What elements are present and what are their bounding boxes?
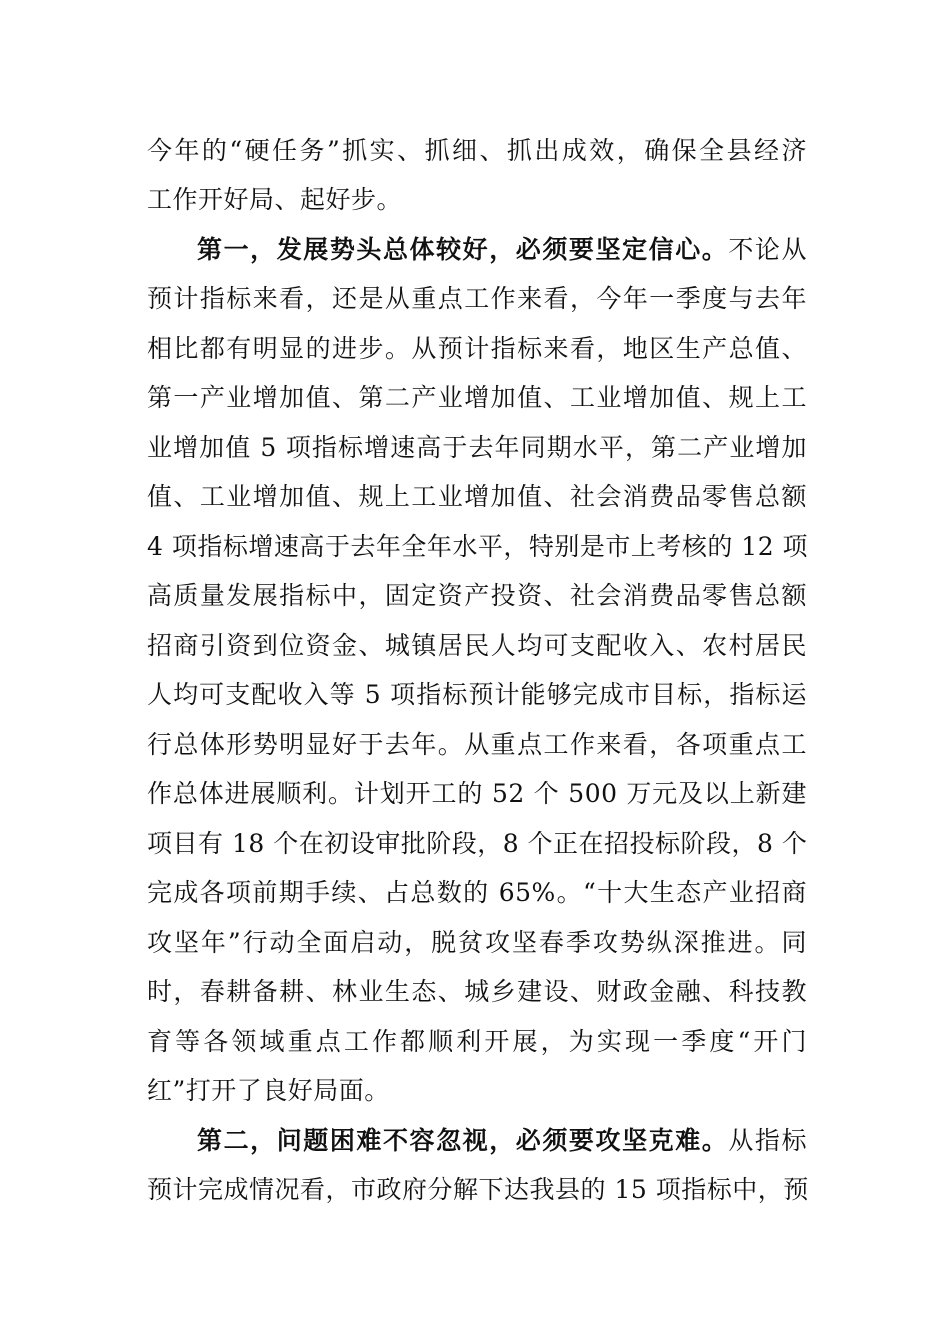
body-text-fragment: 从指标 (728, 1126, 807, 1155)
body-text-line: 预计指标来看，还是从重点工作来看，今年一季度与去年 (147, 284, 807, 313)
body-text-line: 行总体形势明显好于去年。从重点工作来看，各项重点工 (147, 730, 807, 759)
body-text-line: 预计完成情况看，市政府分解下达我县的 15 项指标中，预 (147, 1175, 809, 1204)
section-1-heading: 第一，发展势头总体较好，必须要坚定信心。 (197, 235, 729, 264)
body-text-line: 人均可支配收入等 5 项指标预计能够完成市目标，指标运 (147, 680, 807, 709)
body-text-line: 作总体进展顺利。计划开工的 52 个 500 万元及以上新建 (147, 779, 807, 808)
body-text-line: 完成各项前期手续、占总数的 65%。“十大生态产业招商 (147, 878, 807, 907)
body-text-line: 4 项指标增速高于去年全年水平，特别是市上考核的 12 项 (147, 532, 809, 561)
section-1-opening-line (197, 230, 807, 270)
body-text-fragment: 不论从 (728, 235, 807, 264)
section-2-heading: 第二，问题困难不容忽视，必须要攻坚克难。 (197, 1126, 729, 1155)
body-text-line: 业增加值 5 项指标增速高于去年同期水平，第二产业增加 (147, 433, 807, 462)
body-text-line: 项目有 18 个在初设审批阶段，8 个正在招投标阶段，8 个 (147, 829, 808, 858)
body-text-line: 相比都有明显的进步。从预计指标来看，地区生产总值、 (147, 334, 807, 363)
body-text-line: 攻坚年”行动全面启动，脱贫攻坚春季攻势纵深推进。同 (147, 928, 807, 957)
body-text-line: 招商引资到位资金、城镇居民人均可支配收入、农村居民 (147, 631, 807, 660)
body-text-line: 值、工业增加值、规上工业增加值、社会消费品零售总额 (147, 482, 807, 511)
body-text-line: 时，春耕备耕、林业生态、城乡建设、财政金融、科技教 (147, 977, 807, 1006)
body-text-line: 第一产业增加值、第二产业增加值、工业增加值、规上工 (147, 383, 807, 412)
body-text-line: 高质量发展指标中，固定资产投资、社会消费品零售总额 (147, 581, 807, 610)
body-text-line: 工作开好局、起好步。 (147, 185, 403, 214)
body-text-line: 红”打开了良好局面。 (147, 1076, 390, 1105)
body-text-line: 今年的“硬任务”抓实、抓细、抓出成效，确保全县经济 (147, 136, 807, 165)
section-2-opening-line (197, 1121, 807, 1161)
body-text-line: 育等各领域重点工作都顺利开展，为实现一季度“开门 (147, 1027, 807, 1056)
